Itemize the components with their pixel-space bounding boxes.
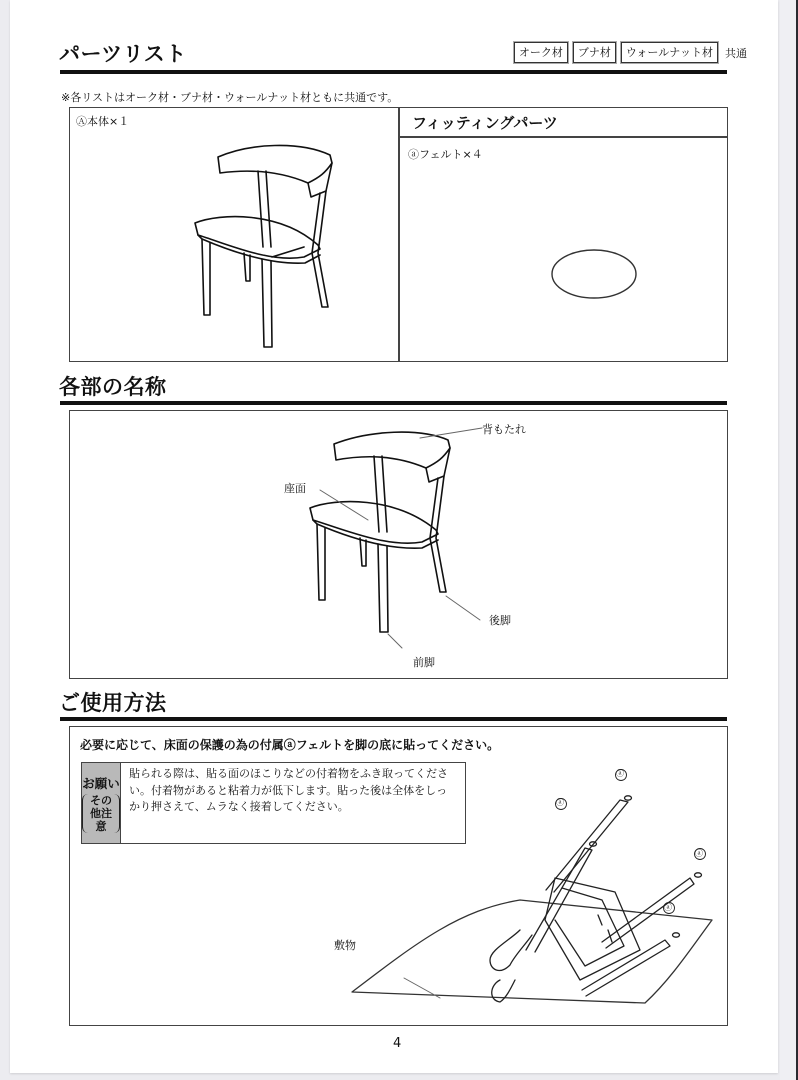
felt-marker: ⓐ <box>616 769 624 778</box>
usage-instruction: 必要に応じて、床面の保護の為の付属ⓐフェルトを脚の底に貼ってください。 <box>80 738 500 752</box>
section-title-usage: ご使用方法 <box>59 691 167 715</box>
notice-label-main: お願い <box>82 775 120 791</box>
section-rule <box>60 70 727 74</box>
chair-part-names-illustration <box>290 420 500 650</box>
notice-label <box>82 763 121 843</box>
label-backrest: 背もたれ <box>482 423 526 436</box>
fitting-parts-header: フィッティングパーツ <box>412 114 558 132</box>
material-tag-walnut: ウォールナット材 <box>621 42 718 63</box>
section-title-part-names: 各部の名称 <box>59 375 167 399</box>
felt-application-illustration <box>340 770 720 1010</box>
material-tags <box>514 42 747 63</box>
label-seat: 座面 <box>284 482 306 495</box>
common-label: 共通 <box>725 46 747 60</box>
notice-text: 貼られる際は、貼る面のほこりなどの付着物をふき取ってください。付着物があると粘着力が低下します。貼った後は全体をしっかり押さえて、ムラなく接着してください。 <box>129 767 448 813</box>
notice-label-sub: その他注意 <box>82 794 120 833</box>
felt-marker: ⓐ <box>664 903 672 912</box>
fitting-header-divider <box>398 136 728 138</box>
felt-marker: ⓐ <box>556 798 564 807</box>
main-part-label: Ⓐ本体×１ <box>76 115 130 128</box>
section-title-parts-list: パーツリスト <box>59 42 187 66</box>
parts-note: ※各リストはオーク材・ブナ材・ウォールナット材ともに共通です。 <box>61 91 399 104</box>
felt-part-label: ⓐフェルト×４ <box>408 148 483 161</box>
parts-table-divider <box>398 107 400 362</box>
label-rear-leg: 後脚 <box>489 614 511 627</box>
label-mat: 敷物 <box>334 939 356 952</box>
page-number: 4 <box>393 1036 402 1051</box>
material-tag-beech: ブナ材 <box>573 42 616 63</box>
chair-illustration <box>180 135 350 355</box>
felt-marker: ⓐ <box>695 849 703 858</box>
viewer-gutter <box>780 0 796 1080</box>
section-rule <box>60 401 727 405</box>
felt-illustration <box>548 248 640 300</box>
material-tag-oak: オーク材 <box>514 42 568 63</box>
section-rule <box>60 717 727 721</box>
label-front-leg: 前脚 <box>413 656 435 669</box>
